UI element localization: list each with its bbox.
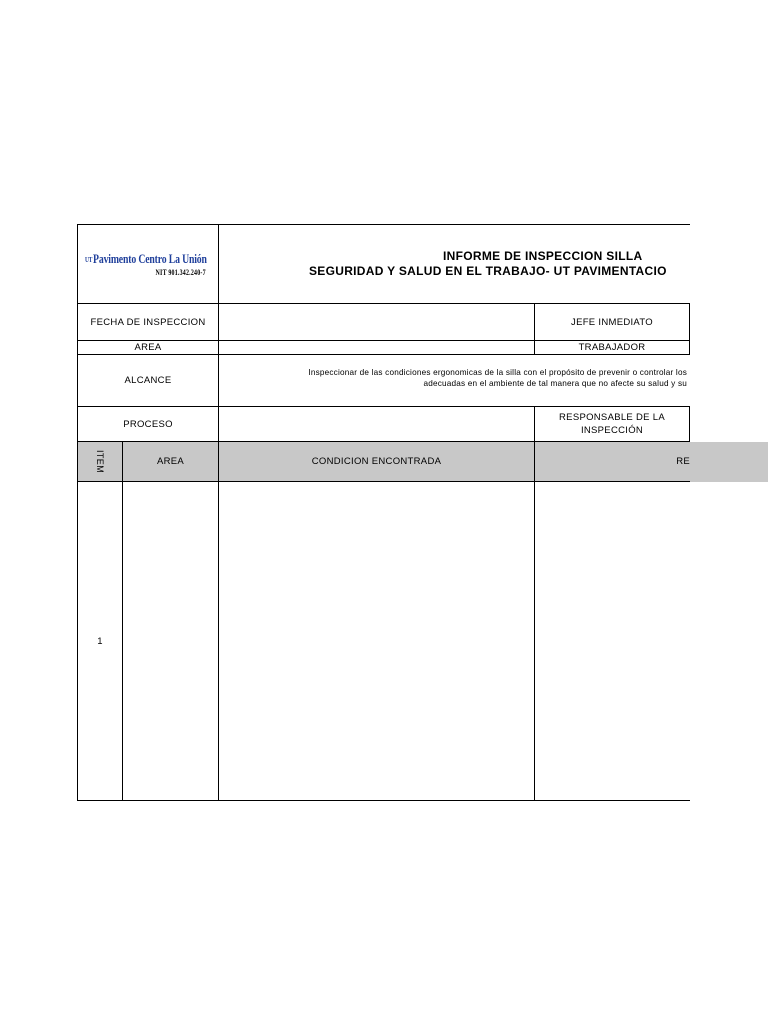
title-line-1: INFORME DE INSPECCION SILLA [443, 249, 643, 263]
responsable-value[interactable] [689, 406, 690, 442]
alcance-line-2: adecuadas en el ambiente de tal manera que no afecte su salud y su [423, 379, 687, 388]
area-value[interactable] [218, 340, 535, 355]
row-1-item: 1 [77, 481, 123, 801]
alcance-text [218, 354, 690, 407]
fecha-label: FECHA DE INSPECCION [77, 303, 219, 341]
trabajador-value[interactable] [689, 340, 690, 355]
area-label: AREA [77, 340, 219, 355]
responsable-label: RESPONSABLE DE LA INSPECCIÓN [534, 406, 690, 442]
logo-prefix: UT [85, 255, 93, 264]
logo-cell [77, 224, 219, 304]
col-header-area: AREA [122, 441, 219, 482]
fecha-value[interactable] [218, 303, 535, 341]
row-1-truncated[interactable] [534, 481, 690, 801]
proceso-label: PROCESO [77, 406, 219, 442]
report-title [218, 224, 690, 304]
col-header-condicion: CONDICION ENCONTRADA [218, 441, 535, 482]
alcance-label: ALCANCE [77, 354, 219, 407]
jefe-value[interactable] [689, 303, 690, 341]
trabajador-label: TRABAJADOR [534, 340, 690, 355]
row-1-area[interactable] [122, 481, 219, 801]
header-fill-overflow [690, 442, 768, 482]
proceso-value[interactable] [218, 406, 535, 442]
title-line-2: SEGURIDAD Y SALUD EN EL TRABAJO- UT PAVIMENTACIO [309, 264, 667, 278]
col-header-item [77, 441, 123, 482]
alcance-line-1: Inspeccionar de las condiciones ergonomicas de la silla con el propósito de prevenir o controlar los [308, 368, 687, 377]
logo-company: Pavimento Centro La Unión [93, 251, 207, 266]
company-logo [85, 252, 207, 267]
row-1-condicion[interactable] [218, 481, 535, 801]
logo-nit: NIT 901.342.240-7 [155, 266, 206, 277]
jefe-label: JEFE INMEDIATO [534, 303, 690, 341]
col-header-truncated: RE [534, 441, 690, 482]
col-header-item-text: ITEM [95, 449, 105, 474]
